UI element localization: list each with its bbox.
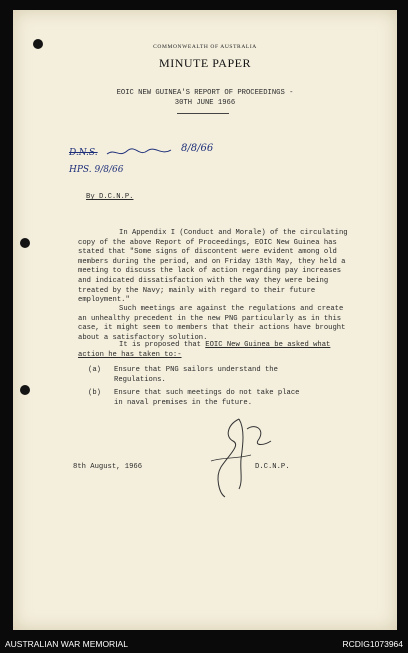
subject-divider	[177, 113, 229, 114]
signature-scribble	[105, 145, 175, 161]
list-item: Regulations.	[114, 375, 166, 384]
signature-title: D.C.N.P.	[255, 463, 290, 471]
punch-hole	[20, 238, 30, 248]
body-line: an unhealthy precedent in the new PNG particularly as in this	[78, 314, 342, 323]
body-line: treated by the Navy; mainly with regard to their future	[78, 286, 316, 295]
body-line: case, it might seem to members that their actions have brought	[78, 324, 346, 333]
punch-hole	[20, 385, 30, 395]
list-item: Ensure that such meetings do not take place	[114, 389, 300, 397]
body-line: action he has taken to:-	[78, 350, 182, 359]
routing-annotation: D.N.S.	[69, 148, 98, 158]
body-line: Such meetings are against the regulations and create	[119, 305, 344, 313]
body-line: about a satisfactory solution.	[78, 333, 208, 342]
body-line: copy of the above Report of Proceedings, EOIC New Guinea has	[78, 238, 337, 247]
page-title: MINUTE PAPER	[159, 56, 251, 70]
footer-bar	[0, 635, 408, 653]
routing-initials: 8/8/66	[181, 143, 214, 154]
footer-source: AUSTRALIAN WAR MEMORIAL	[5, 639, 128, 649]
footer-record-id: RCDIG1073964	[342, 639, 403, 649]
subject-line: 30TH JUNE 1966	[174, 99, 236, 107]
date: 8th August, 1966	[73, 463, 143, 471]
minute-paper-page	[13, 10, 397, 630]
body-line: meeting to discuss the lack of action regarding pay increases	[78, 267, 342, 276]
body-line: stated that "Some signs of discontent were evident among old	[78, 248, 337, 257]
handwritten-signature	[199, 415, 279, 503]
list-item: Ensure that PNG sailors understand the	[114, 366, 278, 374]
body-line: In Appendix I (Conduct and Morale) of the circulating	[119, 229, 348, 237]
body-line: It is proposed that EOIC New Guinea be asked what	[119, 341, 331, 349]
list-item: in naval premises in the future.	[114, 398, 253, 407]
body-line: employment."	[78, 296, 130, 305]
body-line: members during the period, and on Friday 13th May, they held a	[78, 257, 346, 266]
addressee: By D.C.N.P.	[86, 193, 134, 201]
routing-annotation: HPS. 9/8/66	[69, 165, 124, 175]
body-line: and indicated dissatisfaction with the way they were being	[78, 277, 329, 285]
commonwealth-heading: COMMONWEALTH OF AUSTRALIA	[153, 44, 257, 50]
subject-line: EOIC NEW GUINEA'S REPORT OF PROCEEDINGS -	[116, 89, 294, 97]
list-marker: (a)	[88, 366, 101, 374]
list-marker: (b)	[88, 389, 101, 397]
